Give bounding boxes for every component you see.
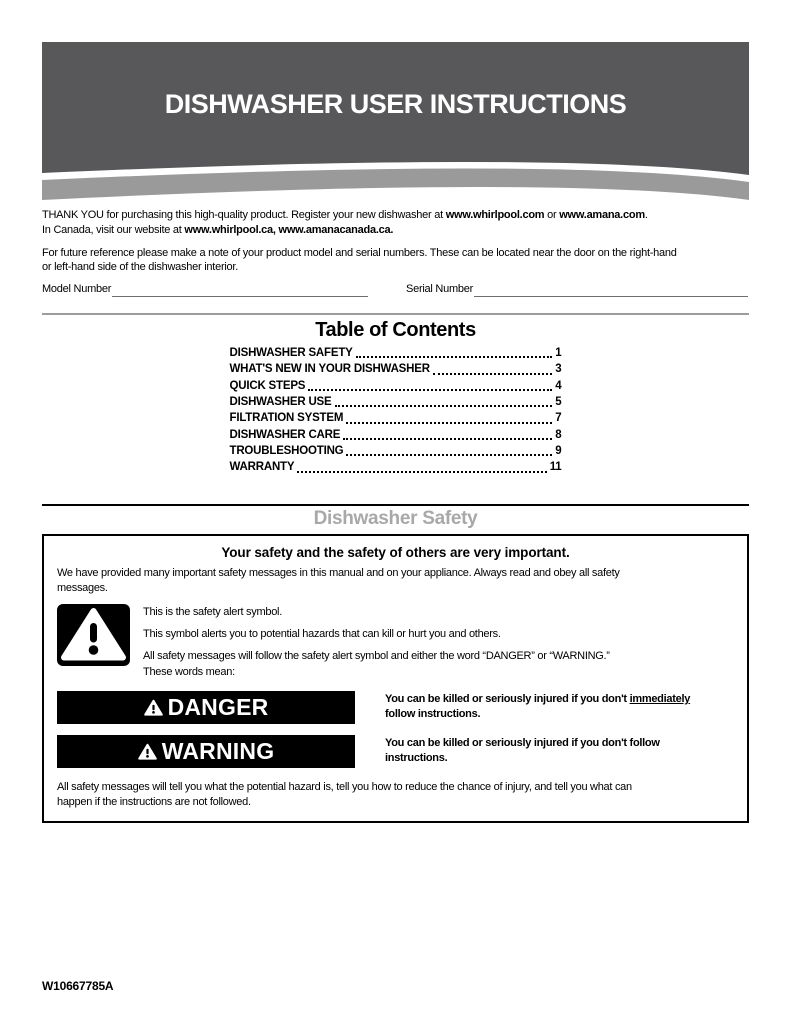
toc-item-label: TROUBLESHOOTING <box>229 444 344 457</box>
intro-paragraph-register <box>42 208 749 238</box>
warning-description-line1: You can be killed or seriously injured if you don't follow <box>385 736 660 749</box>
toc-item-dishwasher-care <box>230 427 562 443</box>
danger-text-underlined: immediately <box>629 692 691 705</box>
intro-p1-line1 <box>42 208 749 223</box>
toc-item-label: WHAT'S NEW IN YOUR DISHWASHER <box>229 363 430 376</box>
toc-dot-leader <box>346 454 552 456</box>
safety-section-rule <box>42 504 749 506</box>
toc-item-whats-new <box>230 361 562 377</box>
toc-item-dishwasher-safety <box>230 345 562 361</box>
toc-page-number: 1 <box>555 347 562 360</box>
toc-item-label: WARRANTY <box>229 461 295 474</box>
toc-dot-leader <box>308 389 552 391</box>
toc-dot-leader <box>356 356 553 358</box>
canada-urls: www.whirlpool.ca, www.amanacanada.ca. <box>184 223 394 236</box>
danger-text-pre: You can be killed or seriously injured if you don't <box>385 692 630 705</box>
toc-page-number: 7 <box>555 412 562 425</box>
toc-list <box>230 345 562 475</box>
toc-page-number: 11 <box>549 461 562 474</box>
warning-label: WARNING <box>161 737 275 764</box>
safety-outro-line1: All safety messages will tell you what the potential hazard is, tell you how to reduce the chance of injury, and tell you what can <box>57 780 632 793</box>
danger-label: DANGER <box>167 693 269 720</box>
safety-intro-line2: messages. <box>57 581 108 594</box>
danger-description-line1 <box>385 692 734 707</box>
model-number-label: Model Number <box>42 283 112 296</box>
intro-p1-canada-text: In Canada, visit our website at <box>42 223 185 236</box>
warning-badge <box>57 735 355 768</box>
warning-description <box>385 736 734 766</box>
toc-item-label: DISHWASHER SAFETY <box>229 347 353 360</box>
toc-page-number: 5 <box>555 396 562 409</box>
intro-p1-period: . <box>644 209 648 221</box>
toc-item-label: FILTRATION SYSTEM <box>229 412 344 425</box>
serial-number-blank-line <box>474 283 748 297</box>
danger-row <box>57 691 734 724</box>
toc-dot-leader <box>335 405 553 407</box>
toc-item-troubleshooting <box>230 443 562 459</box>
alert-symbol-line3b: These words mean: <box>143 665 235 678</box>
intro-p1-or: or <box>544 209 560 221</box>
toc-dot-leader <box>343 438 552 440</box>
safety-alert-icon <box>57 604 130 666</box>
toc-page-number: 8 <box>555 428 562 441</box>
page-header <box>42 42 749 202</box>
whirlpool-com-url: www.whirlpool.com <box>445 209 545 221</box>
toc-page-number: 4 <box>555 379 562 392</box>
page-content <box>42 0 749 823</box>
intro-p1-line2 <box>42 223 749 238</box>
serial-number-field <box>406 283 749 299</box>
alert-symbol-line3 <box>143 649 610 679</box>
page-title: DISHWASHER USER INSTRUCTIONS <box>164 89 627 119</box>
toc-item-warranty <box>230 459 562 475</box>
document-number: W10667785A <box>42 979 114 993</box>
toc-page-number: 9 <box>555 444 562 457</box>
safety-outro-paragraph <box>57 780 734 810</box>
amana-com-url: www.amana.com <box>559 209 645 221</box>
model-number-field <box>42 283 369 299</box>
alert-symbol-line3a: All safety messages will follow the safety alert symbol and either the word “DANGER” or “WARNING.” <box>143 650 610 663</box>
danger-triangle-icon <box>144 699 163 716</box>
toc-dot-leader <box>297 471 546 473</box>
toc-item-quick-steps <box>230 378 562 394</box>
toc-item-dishwasher-use <box>230 394 562 410</box>
toc-title: Table of Contents <box>315 319 476 342</box>
toc-page-number: 3 <box>555 363 562 376</box>
safety-outro-line2: happen if the instructions are not followed. <box>57 795 251 808</box>
danger-badge <box>57 691 355 724</box>
intro-p2-line1: For future reference please make a note of your product model and serial numbers. These can be located near the door on the right-hand <box>42 246 677 259</box>
header-curve-graphic <box>42 42 749 202</box>
model-serial-gap <box>369 283 406 299</box>
toc-item-label: DISHWASHER USE <box>229 396 332 409</box>
safety-statement-box <box>42 534 749 824</box>
intro-p2-line2: or left-hand side of the dishwasher interior. <box>42 261 239 274</box>
safety-box-title: Your safety and the safety of others are very important. <box>221 544 570 560</box>
danger-description <box>385 692 734 722</box>
safety-intro-line1: We have provided many important safety messages in this manual and on your appliance. Always read and obey all safety <box>57 566 620 579</box>
warning-description-line2: instructions. <box>385 751 448 764</box>
warning-row <box>57 735 734 768</box>
toc-divider-rule <box>42 313 749 315</box>
intro-paragraph-reference <box>42 246 749 276</box>
header-gray-band <box>42 168 749 200</box>
toc-item-label: QUICK STEPS <box>229 379 306 392</box>
danger-description-line2: follow instructions. <box>385 707 481 720</box>
warning-triangle-icon <box>138 743 157 760</box>
alert-symbol-line2: This symbol alerts you to potential hazards that can kill or hurt you and others. <box>143 628 501 641</box>
model-number-blank-line <box>112 283 368 297</box>
safety-intro-paragraph <box>57 566 734 596</box>
serial-number-label: Serial Number <box>406 283 474 296</box>
safety-section-title: Dishwasher Safety <box>313 507 478 529</box>
safety-alert-texts <box>143 605 610 680</box>
safety-alert-row <box>57 604 734 680</box>
toc-item-label: DISHWASHER CARE <box>229 428 341 441</box>
toc-dot-leader <box>346 422 552 424</box>
intro-p1-text: THANK YOU for purchasing this high-quality product. Register your new dishwasher at <box>42 209 446 221</box>
toc-dot-leader <box>433 373 552 375</box>
toc-item-filtration-system <box>230 410 562 426</box>
alert-symbol-line1: This is the safety alert symbol. <box>143 605 282 618</box>
model-serial-row <box>42 283 749 299</box>
